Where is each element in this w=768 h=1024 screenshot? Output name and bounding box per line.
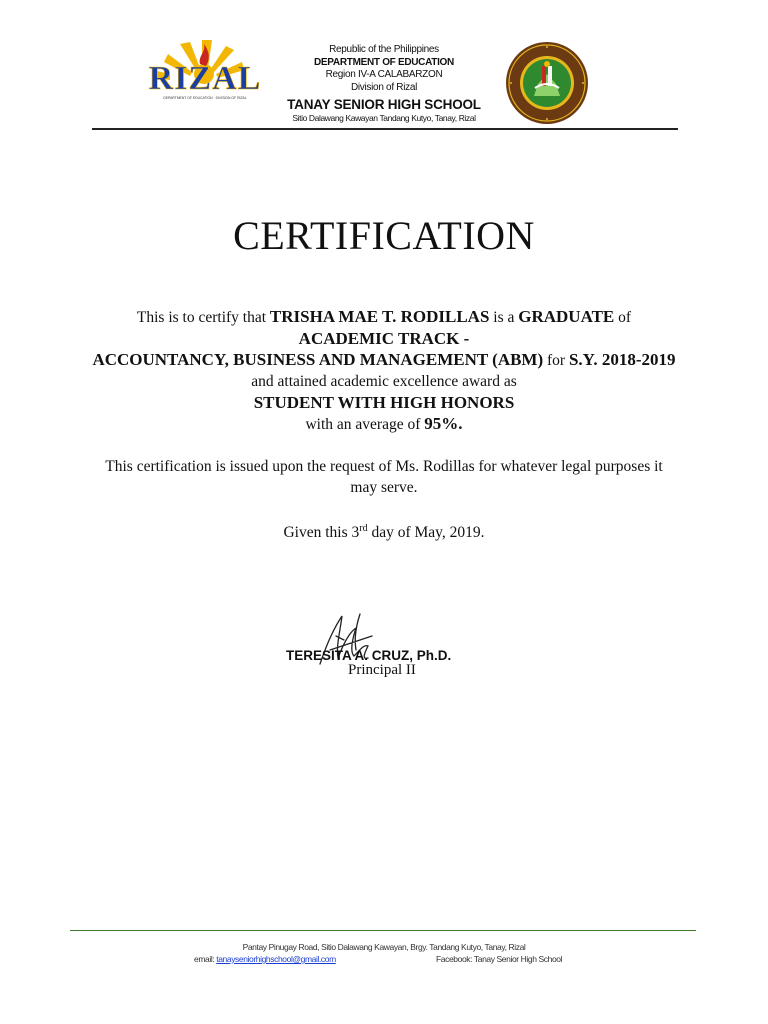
certification-statement xyxy=(40,306,728,435)
certify-prefix: This is to certify that xyxy=(136,309,270,326)
signatory-degree: , Ph.D. xyxy=(409,648,452,663)
signatory-name-line xyxy=(286,648,451,663)
average-line xyxy=(40,413,728,435)
given-date-line xyxy=(40,518,728,543)
school-year: S.Y. 2018-2019 xyxy=(568,350,676,369)
letterhead xyxy=(250,44,518,124)
given-prefix: Given this 3 xyxy=(283,524,360,542)
rizal-division-logo xyxy=(140,40,268,104)
document-title: CERTIFICATION xyxy=(233,213,535,258)
track-line: ACADEMIC TRACK - xyxy=(298,329,470,348)
footer-divider xyxy=(70,930,696,931)
rizal-logo-subtext: DEPARTMENT OF EDUCATION · DIVISION OF RIZAL xyxy=(163,96,247,100)
footer-email xyxy=(194,954,336,964)
rizal-logo-text: RIZAL xyxy=(148,60,262,97)
signatory-position: Principal II xyxy=(348,662,416,678)
signatory-name: TERESITA A. CRUZ xyxy=(286,648,410,663)
footer-address: Pantay Pinugay Road, Sitio Dalawang Kawayan, Brgy. Tandang Kutyo, Tanay, Rizal xyxy=(242,942,526,952)
school-name: TANAY SENIOR HIGH SCHOOL xyxy=(287,97,481,112)
certify-line xyxy=(40,306,728,328)
division-line: Division of Rizal xyxy=(350,81,418,93)
student-name: TRISHA MAE T. RODILLAS xyxy=(269,307,490,326)
header-divider xyxy=(92,128,678,130)
republic-line: Republic of the Philippines xyxy=(329,44,439,55)
given-suffix: day of May, 2019. xyxy=(367,524,485,542)
purpose-paragraph: This certification is issued upon the request of Ms. Rodillas for whatever legal purposes it may serve. xyxy=(105,458,663,496)
email-label: email: xyxy=(194,954,217,964)
award-intro: and attained academic excellence award as xyxy=(251,373,517,390)
for-word: for xyxy=(543,352,569,369)
average-value: 95%. xyxy=(424,414,463,433)
school-seal-icon xyxy=(504,40,590,126)
award-title: STUDENT WITH HIGH HONORS xyxy=(253,393,515,412)
department-line: DEPARTMENT OF EDUCATION xyxy=(314,56,454,68)
region-line: Region IV-A CALABARZON xyxy=(325,69,443,80)
school-address: Sitio Dalawang Kawayan Tandang Kutyo, Tanay, Rizal xyxy=(292,113,476,123)
tanay-shs-seal xyxy=(504,40,590,126)
footer-facebook: Facebook: Tanay Senior High School xyxy=(436,954,563,964)
strand-line xyxy=(40,349,728,371)
signature-block xyxy=(280,606,510,696)
email-link[interactable]: tanayseniorhighschool@gmail.com xyxy=(216,954,336,964)
graduate-status: GRADUATE xyxy=(518,307,615,326)
certify-suffix: of xyxy=(614,309,632,326)
certify-mid: is a xyxy=(489,309,519,326)
strand: ACCOUNTANCY, BUSINESS AND MANAGEMENT (ABM) xyxy=(92,350,544,369)
given-ordinal: rd xyxy=(359,523,368,534)
average-prefix: with an average of xyxy=(305,416,425,433)
